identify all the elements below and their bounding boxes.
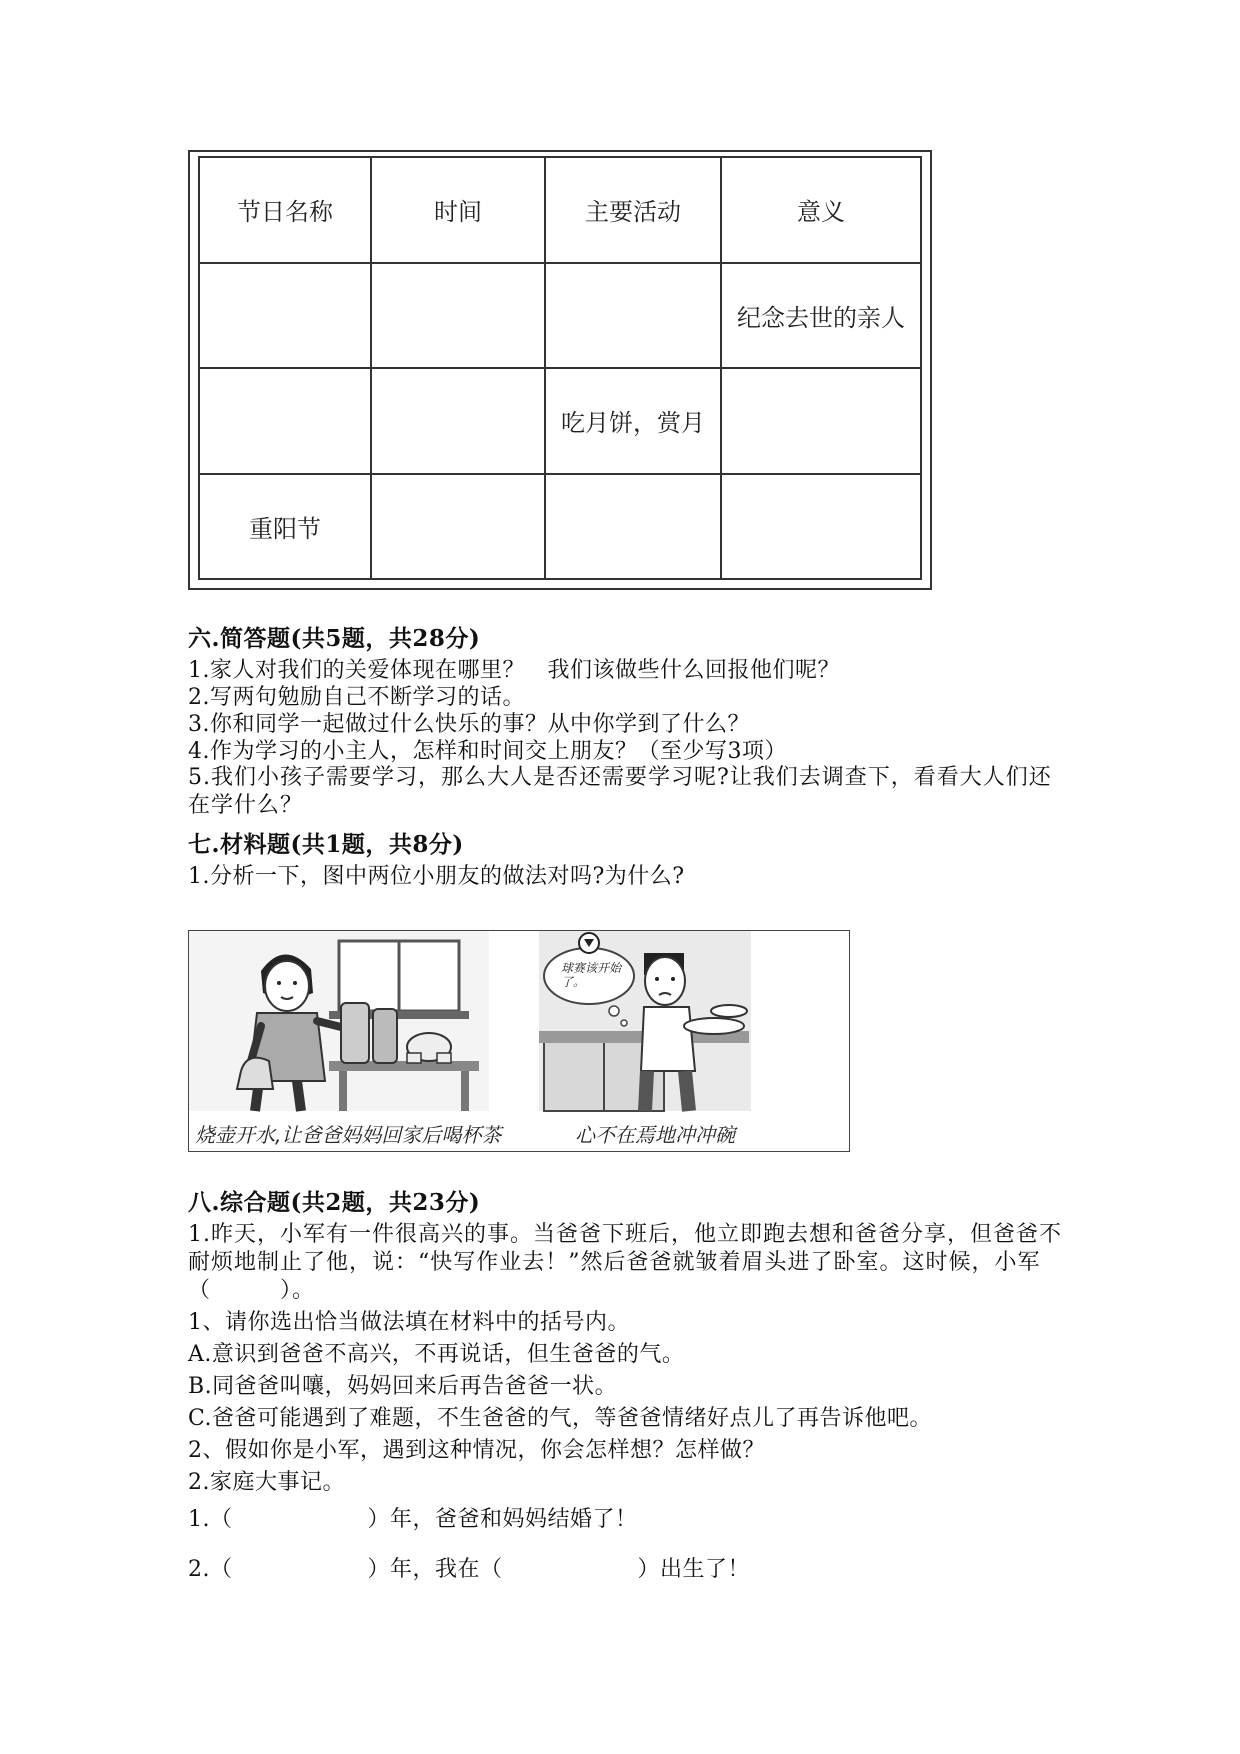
table-header-cell: 意义	[721, 157, 921, 263]
table-row	[199, 263, 921, 369]
table-cell	[721, 474, 921, 580]
option-c: C.爸爸可能遇到了难题，不生爸爸的气，等爸爸情绪好点儿了再告诉他吧。	[188, 1406, 933, 1431]
section6-question-2: 2.写两句勉励自己不断学习的话。	[188, 685, 525, 710]
table-row	[199, 368, 921, 474]
family-event-1: 1.（ ）年，爸爸和妈妈结婚了！	[188, 1507, 638, 1532]
family-event-2: 2.（ ）年，我在（ ）出生了！	[188, 1557, 750, 1582]
section8-q1-sub1: 1、请你选出恰当做法填在材料中的括号内。	[188, 1310, 630, 1335]
section8-q1-text: 1.昨天，小军有一件很高兴的事。当爸爸下班后，他立即跑去想和爸爸分享，但爸爸不耐烦地制止了他，说：“快写作业去！”然后爸爸就皱着眉头进了卧室。这时候，小军（ ）。	[188, 1222, 1062, 1303]
children-chores-illustration	[189, 931, 849, 1151]
left-picture-caption: 烧壶开水,让爸爸妈妈回家后喝杯茶	[195, 1123, 502, 1147]
section7-question: 1.分析一下，图中两位小朋友的做法对吗?为什么?	[188, 864, 685, 889]
table-header-row	[199, 157, 921, 263]
girl-making-tea-picture	[189, 931, 489, 1111]
table-cell	[545, 263, 721, 369]
section6-title: 六.简答题(共5题，共28分)	[188, 625, 481, 652]
option-b: B.同爸爸叫嚷，妈妈回来后再告爸爸一状。	[188, 1374, 618, 1399]
section7-title: 七.材料题(共1题，共8分)	[188, 831, 464, 858]
section8-q2-title: 2.家庭大事记。	[188, 1470, 345, 1495]
table-cell: 纪念去世的亲人	[721, 263, 921, 369]
table-cell: 吃月饼，赏月	[545, 368, 721, 474]
table-header-cell: 主要活动	[545, 157, 721, 263]
table-cell	[199, 263, 371, 369]
section6-question-1: 1.家人对我们的关爱体现在哪里？ 我们该做些什么回报他们呢？	[188, 658, 840, 683]
table-header-cell: 时间	[371, 157, 545, 263]
table-cell	[371, 263, 545, 369]
section6-question-4: 4.作为学习的小主人，怎样和时间交上朋友？（至少写3项）	[188, 739, 787, 764]
section8-title: 八.综合题(共2题，共23分)	[188, 1189, 481, 1216]
table-cell	[721, 368, 921, 474]
holiday-table-frame	[188, 150, 932, 590]
thought-bubble-text: 球赛该开始了。	[561, 961, 622, 989]
table-cell: 重阳节	[199, 474, 371, 580]
table-row	[199, 474, 921, 580]
section6-question-5: 5.我们小孩子需要学习，那么大人是否还需要学习呢?让我们去调查下，看看大人们还在学什么？	[188, 765, 1052, 818]
material-illustration	[188, 930, 850, 1152]
table-header-cell: 节日名称	[199, 157, 371, 263]
table-cell	[371, 368, 545, 474]
table-cell	[371, 474, 545, 580]
option-a: A.意识到爸爸不高兴，不再说话，但生爸爸的气。	[188, 1342, 685, 1367]
table-cell	[199, 368, 371, 474]
section6-question-3: 3.你和同学一起做过什么快乐的事？从中你学到了什么？	[188, 712, 750, 737]
holiday-table	[198, 156, 922, 580]
section8-q1-sub2: 2、假如你是小军，遇到这种情况，你会怎样想？怎样做？	[188, 1438, 765, 1463]
boy-washing-dishes-picture	[539, 931, 751, 1111]
right-picture-caption: 心不在焉地冲冲碗	[575, 1123, 735, 1147]
table-cell	[545, 474, 721, 580]
